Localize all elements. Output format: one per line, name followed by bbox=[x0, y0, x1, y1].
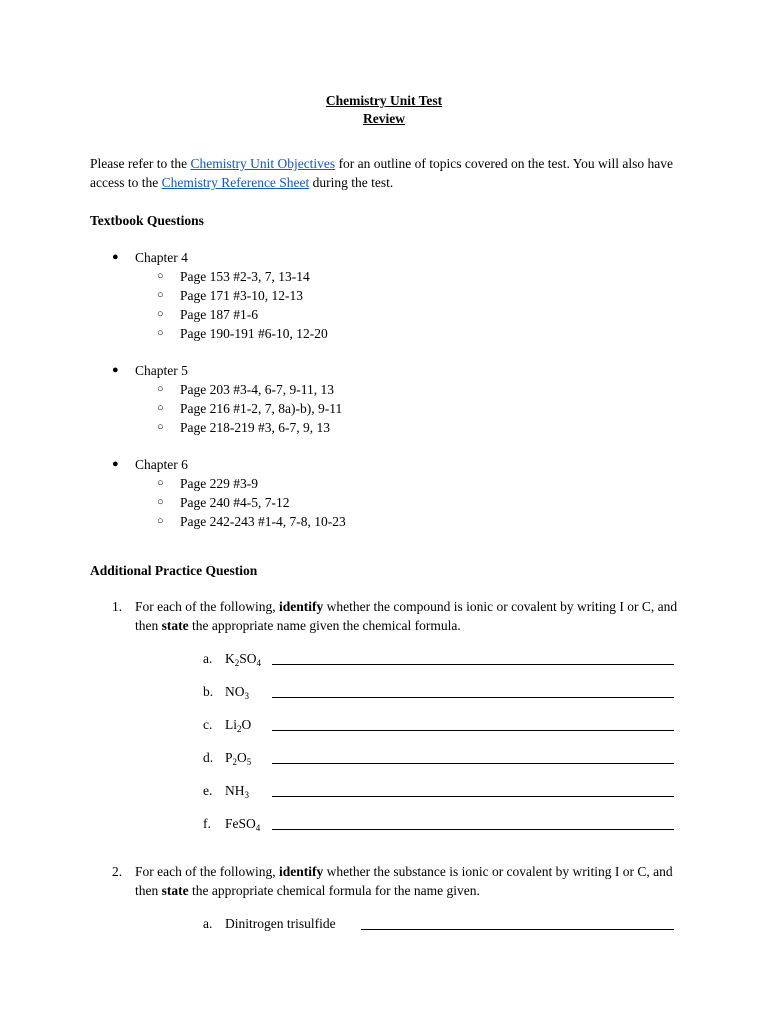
question-text-part: whether the substance is ionic or covalent by writing I or C, and then bbox=[135, 864, 673, 898]
sub-item-letter: b. bbox=[203, 684, 214, 699]
sub-item-letter: a. bbox=[203, 651, 213, 666]
formula-part: Li bbox=[225, 717, 237, 732]
sub-item-letter: d. bbox=[203, 750, 214, 765]
formula-part: FeSO bbox=[225, 816, 256, 831]
page-item-text: Page 203 #3-4, 6-7, 9-11, 13 bbox=[180, 382, 334, 397]
answer-line[interactable] bbox=[272, 796, 674, 797]
sub-item bbox=[135, 914, 678, 934]
formula-part: 3 bbox=[244, 790, 249, 800]
page-item bbox=[135, 399, 678, 418]
formula-part: 2 bbox=[232, 757, 238, 767]
formula-part: O bbox=[237, 750, 247, 765]
sub-item bbox=[135, 715, 678, 735]
additional-practice-heading: Additional Practice Question bbox=[90, 563, 258, 578]
circle-bullet-icon: ○ bbox=[157, 308, 164, 320]
bullet-icon: ● bbox=[112, 458, 119, 470]
formula-part: SO bbox=[239, 651, 257, 666]
question-list bbox=[90, 597, 678, 934]
intro-paragraph bbox=[90, 154, 678, 192]
formula-part: 4 bbox=[256, 658, 262, 668]
answer-line[interactable] bbox=[272, 697, 674, 698]
page-item-text: Page 187 #1-6 bbox=[180, 307, 258, 322]
chapter-label: Chapter 4 bbox=[135, 250, 188, 265]
sub-item bbox=[135, 682, 678, 702]
question-number: 2. bbox=[112, 864, 123, 879]
circle-bullet-icon: ○ bbox=[157, 289, 164, 301]
title-line-1: Chemistry Unit Test bbox=[325, 93, 443, 108]
page-item bbox=[135, 474, 678, 493]
page-item bbox=[135, 286, 678, 305]
answer-line[interactable] bbox=[272, 763, 674, 764]
intro-text-2: for an outline of topics covered on the test. You will also have access to the bbox=[90, 156, 673, 190]
chemical-formula bbox=[225, 814, 260, 833]
sub-item bbox=[135, 814, 678, 834]
page-item bbox=[135, 305, 678, 324]
answer-line[interactable] bbox=[272, 829, 674, 830]
page-item bbox=[135, 380, 678, 399]
page-item bbox=[135, 493, 678, 512]
question-text bbox=[135, 862, 678, 900]
page-list bbox=[135, 380, 678, 437]
bullet-icon: ● bbox=[112, 251, 119, 263]
page-item-text: Page 240 #4-5, 7-12 bbox=[180, 495, 290, 510]
chemical-formula bbox=[225, 914, 336, 933]
formula-part: NO bbox=[225, 684, 245, 699]
chapter-item bbox=[90, 361, 678, 437]
sub-item-letter: c. bbox=[203, 717, 213, 732]
chapter-item bbox=[90, 455, 678, 531]
sub-item-letter: e. bbox=[203, 783, 213, 798]
sub-item bbox=[135, 649, 678, 669]
chemical-formula bbox=[225, 781, 249, 800]
question-keyword: identify bbox=[278, 864, 324, 879]
circle-bullet-icon: ○ bbox=[157, 270, 164, 282]
textbook-questions-heading: Textbook Questions bbox=[90, 213, 204, 228]
formula-part: O bbox=[241, 717, 252, 732]
circle-bullet-icon: ○ bbox=[157, 383, 164, 395]
chemical-formula bbox=[225, 649, 261, 668]
intro-text-3: during the test. bbox=[309, 175, 394, 190]
question-number: 1. bbox=[112, 599, 123, 614]
question-text-part: the appropriate name given the chemical formula. bbox=[188, 618, 461, 633]
intro-text-1: Please refer to the bbox=[90, 156, 191, 171]
formula-part: 2 bbox=[234, 658, 240, 668]
page-item bbox=[135, 324, 678, 343]
practice-question bbox=[90, 597, 678, 834]
answer-line[interactable] bbox=[361, 929, 674, 930]
formula-part: P bbox=[225, 750, 233, 765]
chemical-formula bbox=[225, 748, 251, 767]
bullet-icon: ● bbox=[112, 364, 119, 376]
formula-part: NH bbox=[225, 783, 245, 798]
sub-item bbox=[135, 748, 678, 768]
document-title bbox=[90, 92, 678, 128]
answer-line[interactable] bbox=[272, 664, 674, 665]
document-page bbox=[90, 92, 678, 947]
chemical-formula bbox=[225, 682, 249, 701]
formula-part: Dinitrogen trisulfide bbox=[225, 916, 336, 931]
sub-item bbox=[135, 781, 678, 801]
circle-bullet-icon: ○ bbox=[157, 402, 164, 414]
page-list bbox=[135, 267, 678, 343]
question-keyword: state bbox=[161, 883, 189, 898]
answer-line[interactable] bbox=[272, 730, 674, 731]
formula-part: 5 bbox=[246, 757, 252, 767]
page-item-text: Page 242-243 #1-4, 7-8, 10-23 bbox=[180, 514, 346, 529]
question-text-part: For each of the following, bbox=[135, 864, 279, 879]
practice-question bbox=[90, 862, 678, 934]
objectives-link[interactable]: Chemistry Unit Objectives bbox=[190, 156, 336, 171]
page-item-text: Page 216 #1-2, 7, 8a)-b), 9-11 bbox=[180, 401, 343, 416]
page-item-text: Page 218-219 #3, 6-7, 9, 13 bbox=[180, 420, 330, 435]
title-line-2: Review bbox=[363, 111, 405, 126]
page-item-text: Page 190-191 #6-10, 12-20 bbox=[180, 326, 328, 341]
formula-part: 2 bbox=[237, 724, 242, 734]
chapter-label: Chapter 5 bbox=[135, 363, 188, 378]
page-item-text: Page 229 #3-9 bbox=[180, 476, 258, 491]
question-text-part: whether the compound is ionic or covalent by writing I or C, and then bbox=[135, 599, 678, 633]
circle-bullet-icon: ○ bbox=[157, 327, 164, 339]
circle-bullet-icon: ○ bbox=[157, 421, 164, 433]
page-item bbox=[135, 267, 678, 286]
question-text-part: the appropriate chemical formula for the name given. bbox=[188, 883, 480, 898]
circle-bullet-icon: ○ bbox=[157, 477, 164, 489]
chapter-item bbox=[90, 248, 678, 343]
chapter-list bbox=[90, 248, 678, 531]
page-item-text: Page 153 #2-3, 7, 13-14 bbox=[180, 269, 310, 284]
circle-bullet-icon: ○ bbox=[157, 515, 164, 527]
question-keyword: identify bbox=[278, 599, 324, 614]
formula-part: 4 bbox=[255, 823, 261, 833]
sub-item-list bbox=[135, 914, 678, 934]
chemical-formula bbox=[225, 715, 251, 734]
chapter-label: Chapter 6 bbox=[135, 457, 188, 472]
question-keyword: state bbox=[161, 618, 189, 633]
page-item-text: Page 171 #3-10, 12-13 bbox=[180, 288, 303, 303]
sub-item-letter: a. bbox=[203, 916, 213, 931]
question-text bbox=[135, 597, 678, 635]
formula-part: K bbox=[225, 651, 235, 666]
reference-sheet-link[interactable]: Chemistry Reference Sheet bbox=[161, 175, 310, 190]
circle-bullet-icon: ○ bbox=[157, 496, 164, 508]
question-text-part: For each of the following, bbox=[135, 599, 279, 614]
sub-item-list bbox=[135, 649, 678, 834]
page-list bbox=[135, 474, 678, 531]
page-item bbox=[135, 418, 678, 437]
formula-part: 3 bbox=[244, 691, 249, 701]
sub-item-letter: f. bbox=[203, 816, 211, 831]
page-item bbox=[135, 512, 678, 531]
